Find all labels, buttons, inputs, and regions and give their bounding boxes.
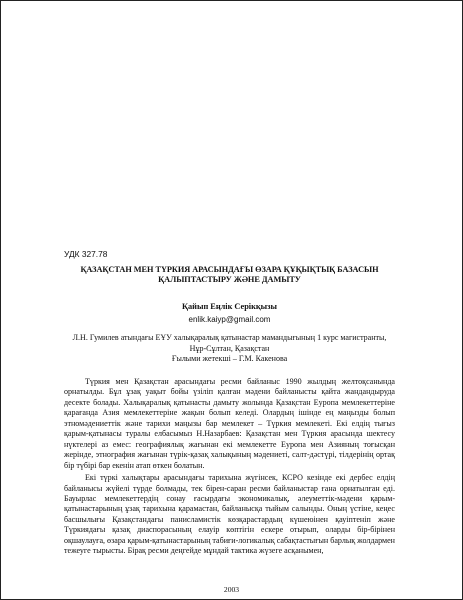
body-paragraph-1: Түркия мен Қазақстан арасындағы ресми байланыс 1990 жылдың желтоқсанында орнатылды. Бұл ұзақ уақыт бойы үзіліп қалған мәдени байланысты қайта жандандыруда десекте болады. Халықаралық қатынасты дамыту жолында Қазақстан Еуропа мемлекеттеріне қарағанда Азия мемлекеттеріне жақын болып келеді. Олардың ішінде ең маңызды болып этномәдениеттік және тарихи маңызы бар мемлекет – Түркия мемлекеті. Екі елдің тығыз қарым-қатынасы туралы елбасымыз Н.Назарбаев: Қазақстан мен Түркия арасында шектесу нүктелері аз емес: географиялық жағынан екі мемлекетте Еуропа мен Азияның тоғысқан жерінде, этнография жағынан түрік-қазақ халықының мәдениеті, салт-дәстүрі, тілдерінің ортақ бір түбірі бар екенін атап өткен болатын. bbox=[64, 377, 395, 470]
udc-code: УДК 327.78 bbox=[64, 249, 108, 259]
body-paragraph-2: Екі түркі халықтары арасындағы тарихына жүгінсек, КСРО кезінде екі дербес елдің байланысы жүйелі түрде болмады, тек бірен-саран ресми байланыстар ғана орнатылған еді. Бауырлас мемлекеттердің сонау ғасырдағы экономикалық, әлеуметтік-мәдени қарым-қатынастарының ұзақ тарихына қарамастан, байланысқа тыйым салынды. Оның үстіне, кеңес басшылығы Қазақстандағы панисламистік көзқарастардың күшеюінен қауіптеніп және Түркиядағы қазақ диаспорасының елауір көптігін ескере отырып, оларды бір-бірінен оқшаулауға, өзара қарым-қатынастарының табиғи-логикалық сабақтастығын барлық жолдармен тежеуге тырысты. Бірақ ресми деңгейде мұндай тактика жүзеге асқанымен, bbox=[64, 473, 395, 556]
scientific-supervisor: Ғылыми жетекші – Г.М. Какенова bbox=[171, 354, 288, 364]
author-affiliation: Л.Н. Гумилев атындағы ЕҰУ халықаралық қатынастар мамандығының 1 курс магистранты, Нұр-Сұлтан, Қазақстан bbox=[72, 332, 387, 353]
author-email: enlik.kaiyp@gmail.com bbox=[188, 315, 271, 324]
author-name: Қайып Еңлік Серікқызы bbox=[182, 302, 277, 312]
article-content bbox=[64, 249, 395, 559]
page-number: 2003 bbox=[223, 585, 240, 594]
article-title: ҚАЗАҚСТАН МЕН ТҮРКИЯ АРАСЫНДАҒЫ ӨЗАРА ҚҰҚЫҚТЫҚ БАЗАСЫН ҚАЛЫПТАСТЫРУ ЖӘНЕ ДАМЫТУ bbox=[80, 264, 379, 284]
